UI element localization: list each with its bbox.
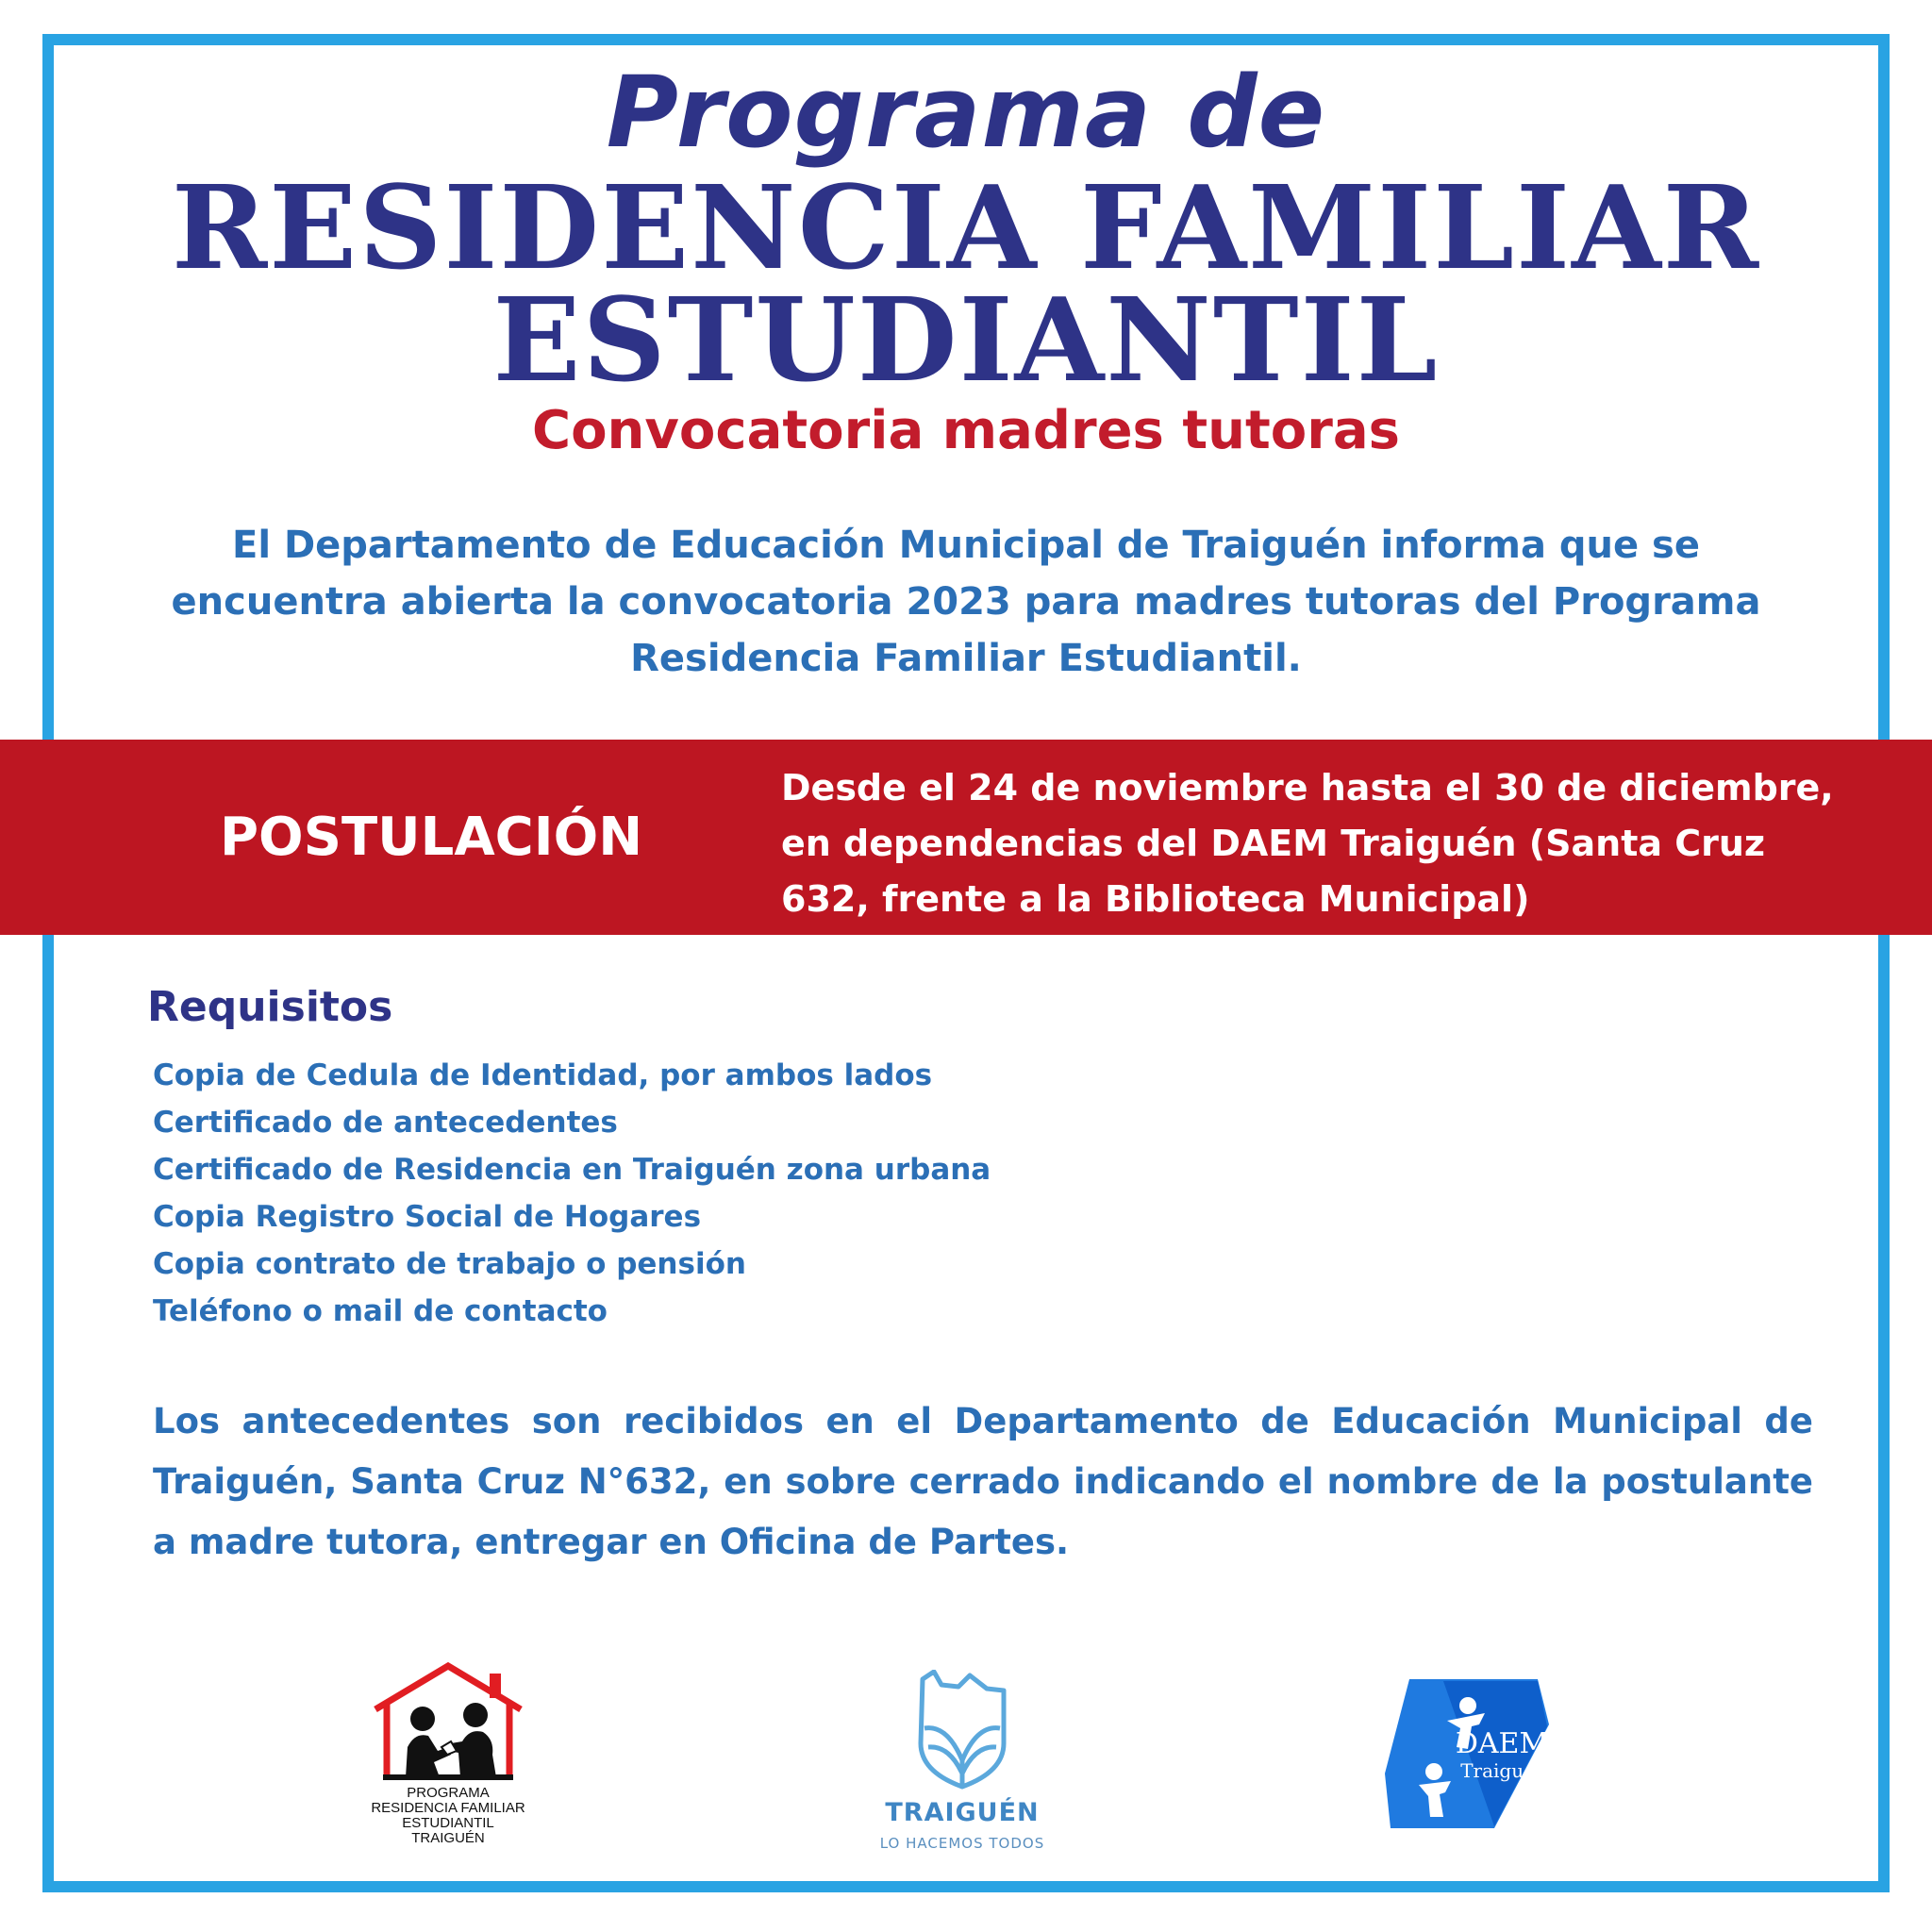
requisito-item: Copia de Cedula de Identidad, por ambos lados — [153, 1058, 933, 1092]
daem-logo — [1381, 1679, 1560, 1830]
programa-logo-text: RESIDENCIA FAMILIAR — [371, 1800, 525, 1816]
daem-diamond-icon — [1381, 1679, 1560, 1830]
title-estudiantil: ESTUDIANTIL — [492, 272, 1440, 408]
traiguen-logo-name: TRAIGUÉN — [885, 1798, 1040, 1827]
postulacion-band — [0, 740, 1932, 935]
title-residencia-familiar: RESIDENCIA FAMILIAR — [171, 159, 1761, 295]
postulacion-line: Desde el 24 de noviembre hasta el 30 de diciembre, — [781, 767, 1834, 808]
postulacion-line: en dependencias del DAEM Traiguén (Santa Cruz — [781, 823, 1766, 864]
programa-logo-text: PROGRAMA — [407, 1785, 490, 1801]
intro-line: encuentra abierta la convocatoria 2023 para madres tutoras del Programa — [171, 580, 1761, 624]
daem-logo-name: DAEM — [1455, 1727, 1549, 1760]
title-programa-de: Programa de — [606, 55, 1326, 170]
intro-line: El Departamento de Educación Municipal de Traiguén informa que se — [232, 524, 1700, 567]
subtitle-convocatoria: Convocatoria madres tutoras — [531, 400, 1400, 461]
requisito-item: Teléfono o mail de contacto — [153, 1294, 608, 1328]
requisitos-list — [153, 1052, 991, 1335]
programa-logo — [358, 1660, 538, 1849]
requisito-item: Copia Registro Social de Hogares — [153, 1200, 702, 1234]
programa-logo-caption — [358, 1786, 538, 1846]
intro-line: Residencia Familiar Estudiantil. — [630, 637, 1302, 680]
programa-logo-text: TRAIGUÉN — [411, 1830, 485, 1846]
traiguen-shield-icon — [868, 1670, 1057, 1792]
programa-logo-text: ESTUDIANTIL — [402, 1815, 494, 1831]
requisitos-title: Requisitos — [147, 983, 393, 1031]
postulacion-label: POSTULACIÓN — [220, 807, 643, 868]
intro-paragraph — [151, 517, 1781, 687]
requisito-item: Copia contrato de trabajo o pensión — [153, 1247, 746, 1281]
traiguen-logo — [868, 1670, 1057, 1858]
postulacion-line: 632, frente a la Biblioteca Municipal) — [781, 878, 1530, 920]
daem-logo-place: Traiguén — [1460, 1759, 1547, 1782]
traiguen-logo-tagline: LO HACEMOS TODOS — [879, 1835, 1045, 1852]
house-children-icon — [358, 1660, 538, 1788]
requisito-item: Certificado de antecedentes — [153, 1106, 618, 1140]
requisito-item: Certificado de Residencia en Traiguén zona urbana — [153, 1153, 991, 1187]
postulacion-details — [781, 760, 1866, 927]
closing-paragraph: Los antecedentes son recibidos en el Departamento de Educación Municipal de Traiguén, Santa Cruz N°632, en sobre cerrado indicando el nombre de la postulante a madre tutora, entregar en Oficina de Partes. — [153, 1401, 1813, 1562]
